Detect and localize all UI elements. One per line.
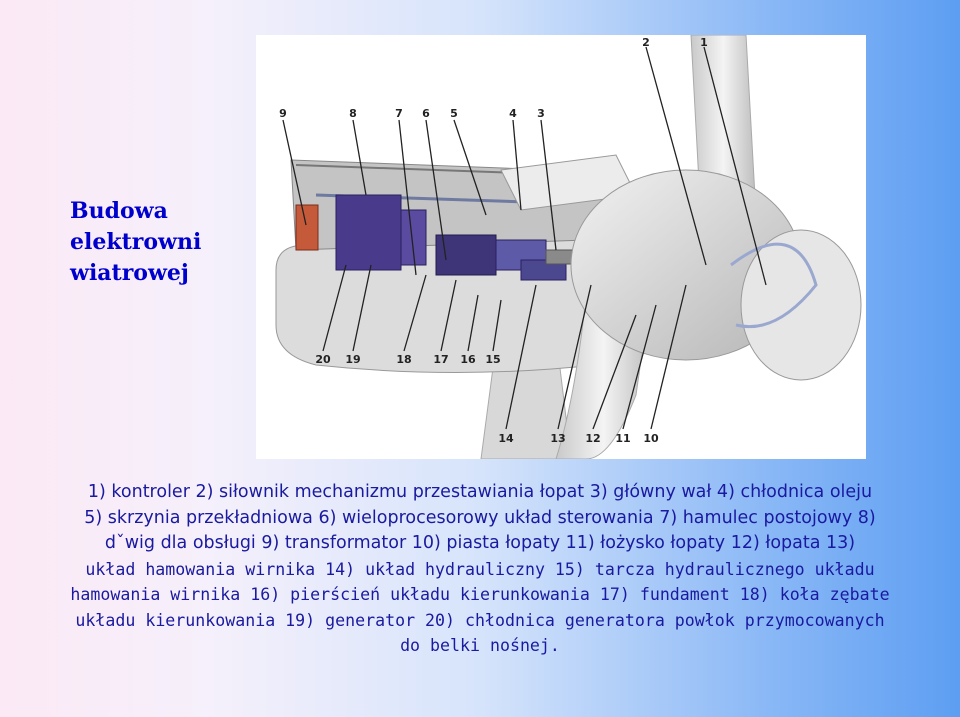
caption-line-4: układ hamowania wirnika 14) układ hydrauliczny 15) tarcza hydraulicznego układu — [85, 559, 875, 579]
callout-16: 16 — [460, 353, 476, 366]
caption-line-1: 1) kontroler 2) siłownik mechanizmu przestawiania łopat 3) główny wał 4) chłodnica oleju — [87, 482, 873, 502]
transformer — [296, 205, 318, 250]
callout-19: 19 — [345, 353, 361, 366]
callout-10: 10 — [643, 432, 659, 445]
caption-line-7: do belki nośnej. — [400, 636, 560, 655]
callout-3: 3 — [537, 107, 545, 120]
caption-line-5: hamowania wirnika 16) pierścień układu kierunkowania 17) fundament 18) koła zębate — [70, 585, 890, 604]
callout-8: 8 — [349, 107, 357, 120]
callout-7: 7 — [395, 107, 403, 120]
callout-18: 18 — [396, 353, 412, 366]
wind-turbine-diagram — [256, 35, 866, 459]
callout-11: 11 — [615, 432, 631, 445]
hub-nose — [741, 230, 861, 380]
caption-line-2: 5) skrzynia przekładniowa 6) wieloprocesorowy układ sterowania 7) hamulec postojowy 8) — [84, 507, 876, 528]
callout-12: 12 — [585, 432, 601, 445]
callout-20: 20 — [315, 353, 331, 366]
callout-5: 5 — [450, 107, 458, 120]
callout-15: 15 — [485, 353, 501, 366]
title-line-1: Budowa — [70, 198, 168, 224]
callout-1: 1 — [700, 36, 708, 49]
callout-6: 6 — [422, 107, 430, 120]
callout-9: 9 — [279, 107, 287, 120]
legend-caption — [14, 480, 946, 659]
generator — [336, 195, 401, 270]
callout-13: 13 — [550, 432, 566, 445]
caption-line-6: układu kierunkowania 19) generator 20) chłodnica generatora powłok przymocowanych — [75, 610, 885, 630]
callout-4: 4 — [509, 107, 517, 120]
callout-14: 14 — [498, 432, 514, 445]
title-line-3: wiatrowej — [70, 260, 189, 286]
callout-2: 2 — [642, 36, 650, 49]
wind-turbine-illustration — [256, 35, 866, 459]
slide-title — [70, 196, 240, 289]
title-line-2: elektrowni — [70, 229, 202, 255]
callout-17: 17 — [433, 353, 449, 366]
caption-line-3: dˇwig dla obsługi 9) transformator 10) piasta łopaty 11) łożysko łopaty 12) łopata 13) — [104, 533, 856, 553]
